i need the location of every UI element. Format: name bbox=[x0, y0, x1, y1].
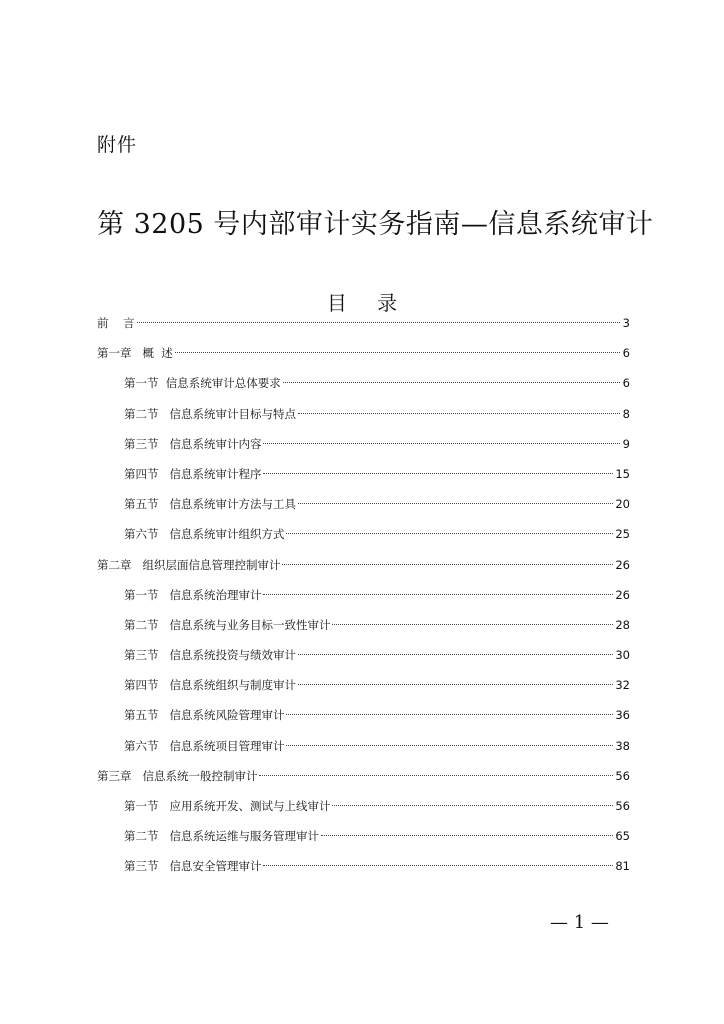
toc-entry-page: 15 bbox=[615, 466, 630, 481]
toc-dot-leader bbox=[298, 654, 613, 655]
toc-dot-leader bbox=[263, 443, 620, 444]
attachment-label: 附件 bbox=[97, 134, 138, 156]
toc-section-entry[interactable] bbox=[97, 856, 630, 886]
toc-entry-page: 9 bbox=[622, 436, 630, 451]
toc-entry-page: 26 bbox=[615, 557, 630, 572]
toc-entry-label: 第三节 信息安全管理审计 bbox=[124, 859, 262, 874]
document-title: 第 3205 号内部审计实务指南—信息系统审计 bbox=[97, 209, 654, 240]
toc-entry-label: 第四节 信息系统审计程序 bbox=[124, 466, 262, 481]
toc-entry-page: 6 bbox=[622, 376, 630, 391]
toc-dot-leader bbox=[175, 352, 620, 353]
toc-dot-leader bbox=[286, 745, 613, 746]
toc-dot-leader bbox=[263, 473, 613, 474]
toc-dot-leader bbox=[298, 503, 613, 504]
toc-section-entry[interactable] bbox=[97, 826, 630, 856]
toc-entry-page: 38 bbox=[615, 738, 630, 753]
toc-entry-label: 前 言 bbox=[97, 316, 135, 330]
toc-dot-leader bbox=[332, 624, 613, 625]
toc-entry-page: 20 bbox=[615, 497, 630, 512]
toc-dot-leader bbox=[259, 775, 613, 776]
toc-entry-label: 第一章 概 述 bbox=[97, 346, 173, 361]
toc-dot-leader bbox=[263, 865, 613, 866]
toc-entry-label: 第一节 信息系统治理审计 bbox=[124, 587, 262, 602]
toc-entry-label: 第二章 组织层面信息管理控制审计 bbox=[97, 557, 281, 572]
toc-section-entry[interactable] bbox=[97, 585, 630, 615]
table-of-contents bbox=[97, 313, 630, 887]
toc-entry-label: 第三章 信息系统一般控制审计 bbox=[97, 768, 258, 783]
toc-section-entry[interactable] bbox=[97, 796, 630, 826]
toc-entry-label: 第四节 信息系统组织与制度审计 bbox=[124, 678, 296, 693]
toc-section-entry[interactable] bbox=[97, 615, 630, 645]
toc-entry-label: 第一节 信息系统审计总体要求 bbox=[124, 376, 281, 391]
toc-entry-page: 81 bbox=[615, 859, 630, 874]
toc-dot-leader bbox=[332, 805, 613, 806]
toc-entry-page: 56 bbox=[615, 799, 630, 813]
toc-chapter-entry[interactable] bbox=[97, 313, 630, 343]
toc-section-entry[interactable] bbox=[97, 705, 630, 735]
toc-entry-page: 6 bbox=[622, 346, 630, 361]
toc-dot-leader bbox=[298, 684, 613, 685]
toc-chapter-entry[interactable] bbox=[97, 555, 630, 585]
toc-entry-label: 第三节 信息系统审计内容 bbox=[124, 436, 262, 451]
toc-section-entry[interactable] bbox=[97, 524, 630, 554]
toc-entry-label: 第二节 信息系统审计目标与特点 bbox=[124, 406, 296, 421]
toc-entry-page: 65 bbox=[615, 829, 630, 844]
toc-section-entry[interactable] bbox=[97, 675, 630, 705]
toc-section-entry[interactable] bbox=[97, 434, 630, 464]
toc-entry-page: 8 bbox=[622, 406, 630, 421]
toc-entry-page: 25 bbox=[615, 527, 630, 542]
toc-entry-page: 56 bbox=[615, 768, 630, 783]
toc-entry-label: 第六节 信息系统项目管理审计 bbox=[124, 738, 285, 753]
toc-dot-leader bbox=[283, 382, 620, 383]
toc-entry-label: 第一节 应用系统开发、测试与上线审计 bbox=[124, 799, 331, 813]
toc-dot-leader bbox=[286, 533, 613, 534]
toc-section-entry[interactable] bbox=[97, 464, 630, 494]
toc-entry-page: 30 bbox=[615, 648, 630, 663]
toc-entry-label: 第五节 信息系统审计方法与工具 bbox=[124, 497, 296, 512]
toc-dot-leader bbox=[298, 413, 620, 414]
toc-chapter-entry[interactable] bbox=[97, 766, 630, 796]
toc-dot-leader bbox=[321, 835, 613, 836]
toc-section-entry[interactable] bbox=[97, 736, 630, 766]
toc-heading: 目 录 bbox=[326, 291, 410, 315]
toc-entry-label: 第三节 信息系统投资与绩效审计 bbox=[124, 648, 296, 663]
toc-entry-label: 第六节 信息系统审计组织方式 bbox=[124, 527, 285, 542]
toc-entry-page: 26 bbox=[615, 587, 630, 602]
toc-dot-leader bbox=[137, 322, 620, 323]
toc-entry-label: 第五节 信息系统风险管理审计 bbox=[124, 708, 285, 723]
toc-dot-leader bbox=[282, 564, 613, 565]
toc-section-entry[interactable] bbox=[97, 404, 630, 434]
toc-dot-leader bbox=[263, 594, 613, 595]
page-number: — 1 — bbox=[550, 912, 609, 933]
toc-entry-page: 32 bbox=[615, 678, 630, 693]
toc-chapter-entry[interactable] bbox=[97, 343, 630, 373]
toc-section-entry[interactable] bbox=[97, 373, 630, 403]
toc-section-entry[interactable] bbox=[97, 645, 630, 675]
toc-entry-label: 第二节 信息系统与业务目标一致性审计 bbox=[124, 617, 331, 632]
toc-section-entry[interactable] bbox=[97, 494, 630, 524]
toc-entry-label: 第二节 信息系统运维与服务管理审计 bbox=[124, 829, 319, 844]
toc-entry-page: 28 bbox=[615, 617, 630, 632]
toc-dot-leader bbox=[286, 714, 613, 715]
toc-entry-page: 36 bbox=[615, 708, 630, 723]
toc-entry-page: 3 bbox=[622, 316, 630, 330]
